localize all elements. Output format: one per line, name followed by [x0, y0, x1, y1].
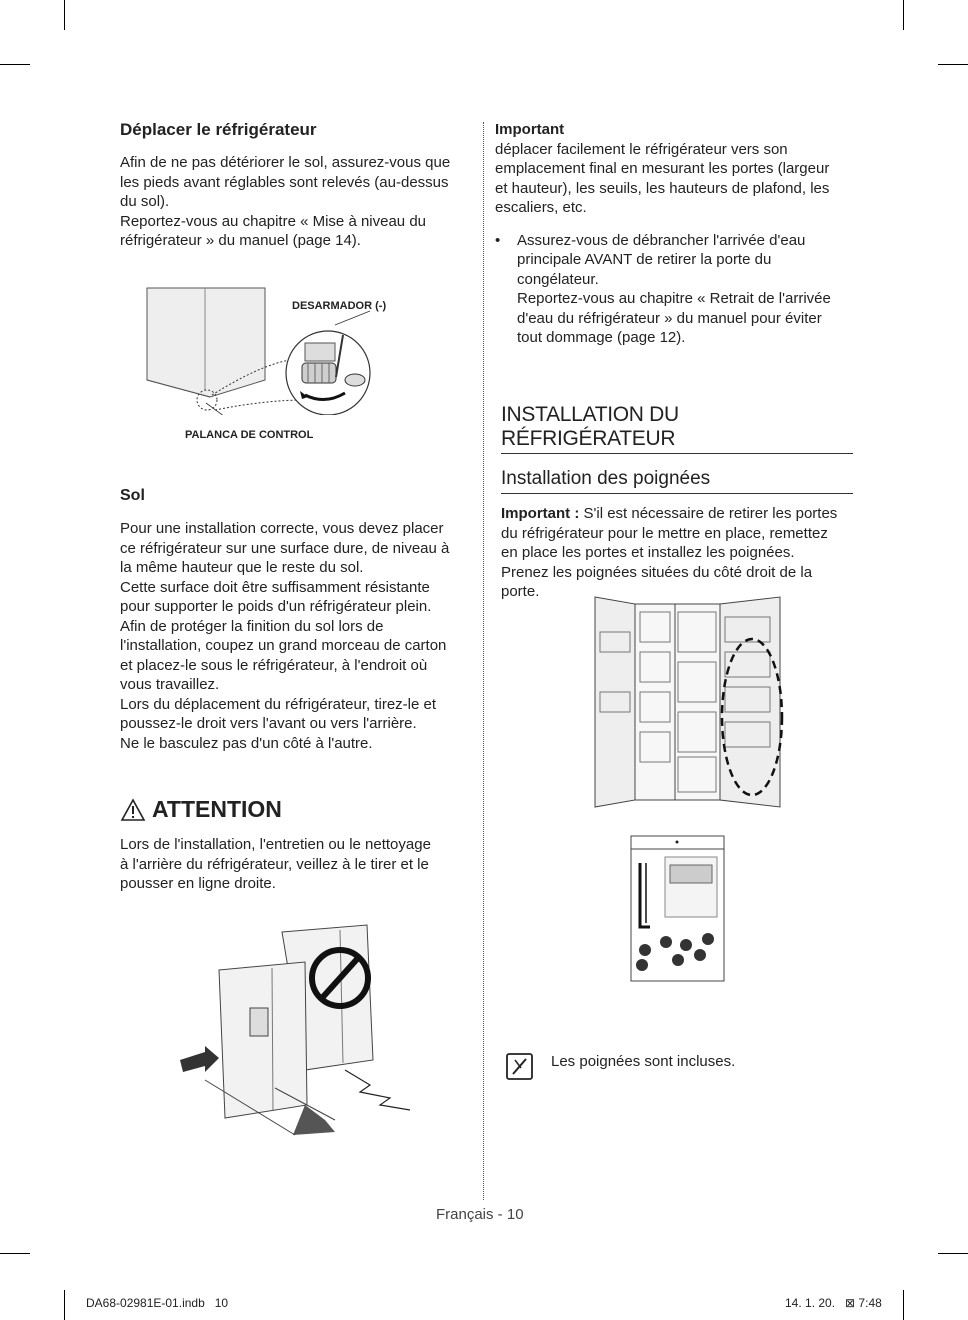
crop-mark	[938, 64, 968, 65]
handles-line: en place les portes et installez les poignées.	[501, 544, 795, 561]
desarmador-label: DESARMADOR (-)	[292, 300, 387, 312]
sol-line: poussez-le droit vers l'avant ou vers l'arrière.	[120, 715, 417, 732]
column-divider	[483, 122, 484, 1200]
handles-kit-illustration	[630, 835, 726, 983]
bullet-line: congélateur.	[517, 270, 599, 288]
sol-line: et placez-le sous le réfrigérateur, à l'endroit où	[120, 656, 428, 674]
handles-first-line: S'il est nécessaire de retirer les portes	[579, 505, 838, 522]
move-line: les pieds avant réglables sont relevés (au-dessus	[120, 173, 449, 191]
attention-text	[120, 835, 465, 894]
sol-heading: Sol	[120, 487, 145, 504]
handles-line: Prenez les poignées situées du côté droit de la	[501, 563, 813, 581]
file-info: DA68-02981E-01.indb 10	[86, 1296, 229, 1310]
sol-line: pour supporter le poids d'un réfrigérateur plein.	[120, 598, 432, 615]
bullet-line: Assurez-vous de débrancher l'arrivée d'eau	[517, 231, 806, 249]
left-column	[120, 120, 465, 251]
moving-illustration	[175, 920, 425, 1145]
handles-text	[501, 504, 853, 602]
bullet-line: principale AVANT de retirer la porte du	[517, 251, 772, 268]
sol-line: Afin de protéger la finition du sol lors de	[120, 617, 384, 635]
right-column	[495, 120, 850, 348]
note-pencil-icon	[505, 1052, 535, 1082]
crop-mark	[0, 64, 30, 65]
attention-title: ATTENTION	[152, 796, 282, 822]
crop-mark	[64, 1290, 65, 1320]
handles-important: Important :	[501, 505, 580, 522]
attention-line: pousser en ligne droite.	[120, 875, 276, 892]
warning-triangle-icon	[120, 798, 146, 822]
sol-section	[120, 487, 465, 753]
important-line: emplacement final en mesurant les portes (largeur	[495, 160, 830, 177]
note-block	[505, 1050, 855, 1090]
leveling-illustration	[140, 285, 390, 415]
subsection-title: Installation des poignées	[501, 468, 853, 494]
note-text: Les poignées sont incluses.	[551, 1053, 736, 1070]
open-fridge-illustration	[590, 592, 790, 814]
water-line-bullet	[495, 231, 850, 348]
sol-line: l'installation, coupez un grand morceau de carton	[120, 637, 447, 654]
crop-mark	[938, 1253, 968, 1254]
important-line: et hauteur), les seuils, les hauteurs de plafond, les	[495, 179, 830, 197]
sol-line: Lors du déplacement du réfrigérateur, tirez-le et	[120, 695, 437, 713]
move-line: Reportez-vous au chapitre « Mise à niveau du	[120, 212, 427, 230]
bullet-line: Reportez-vous au chapitre « Retrait de l'arrivée	[517, 290, 831, 307]
handles-line: du réfrigérateur pour le mettre en place, remettez	[501, 524, 828, 542]
crop-mark	[903, 0, 904, 30]
handles-kit-drawing	[630, 835, 726, 983]
palanca-label: PALANCA DE CONTROL	[185, 429, 314, 441]
handles-line: porte.	[501, 583, 540, 600]
attention-line: à l'arrière du réfrigérateur, veillez à le tirer et le	[120, 855, 429, 873]
sol-text	[120, 519, 465, 753]
attention-heading	[120, 796, 465, 823]
crop-mark	[64, 0, 65, 30]
date-info: 14. 1. 20. ⊠ 7:48	[785, 1296, 882, 1310]
attention-section	[120, 796, 465, 894]
moving-drawing	[175, 920, 425, 1145]
move-line: réfrigérateur » du manuel (page 14).	[120, 232, 361, 249]
sol-line: Cette surface doit être suffisamment résistante	[120, 578, 430, 596]
important-line: déplacer facilement le réfrigérateur vers son	[495, 140, 788, 158]
sol-line: la même hauteur que le reste du sol.	[120, 559, 364, 576]
move-line: Afin de ne pas détériorer le sol, assurez-vous que	[120, 154, 451, 171]
bullet-line: d'eau du réfrigérateur » du manuel pour éviter	[517, 309, 822, 327]
bullet-line: tout dommage (page 12).	[517, 329, 686, 346]
crop-mark	[903, 1290, 904, 1320]
move-heading: Déplacer le réfrigérateur	[120, 120, 317, 139]
sol-line: Ne le basculez pas d'un côté à l'autre.	[120, 734, 373, 752]
open-fridge-drawing	[590, 592, 790, 814]
sol-line: vous travaillez.	[120, 676, 220, 693]
sol-line: Pour une installation correcte, vous devez placer	[120, 520, 444, 537]
section-title: INSTALLATION DU RÉFRIGÉRATEUR	[501, 403, 853, 454]
installation-section	[501, 403, 853, 602]
attention-line: Lors de l'installation, l'entretien ou le nettoyage	[120, 836, 431, 853]
important-label: Important	[495, 121, 565, 138]
page-number: Français - 10	[436, 1206, 524, 1223]
move-text	[120, 153, 465, 251]
crop-mark	[0, 1253, 30, 1254]
sol-line: ce réfrigérateur sur une surface dure, de niveau à	[120, 539, 450, 557]
bullet-dot: •	[495, 231, 501, 249]
move-line: du sol).	[120, 193, 170, 210]
important-line: escaliers, etc.	[495, 199, 587, 216]
